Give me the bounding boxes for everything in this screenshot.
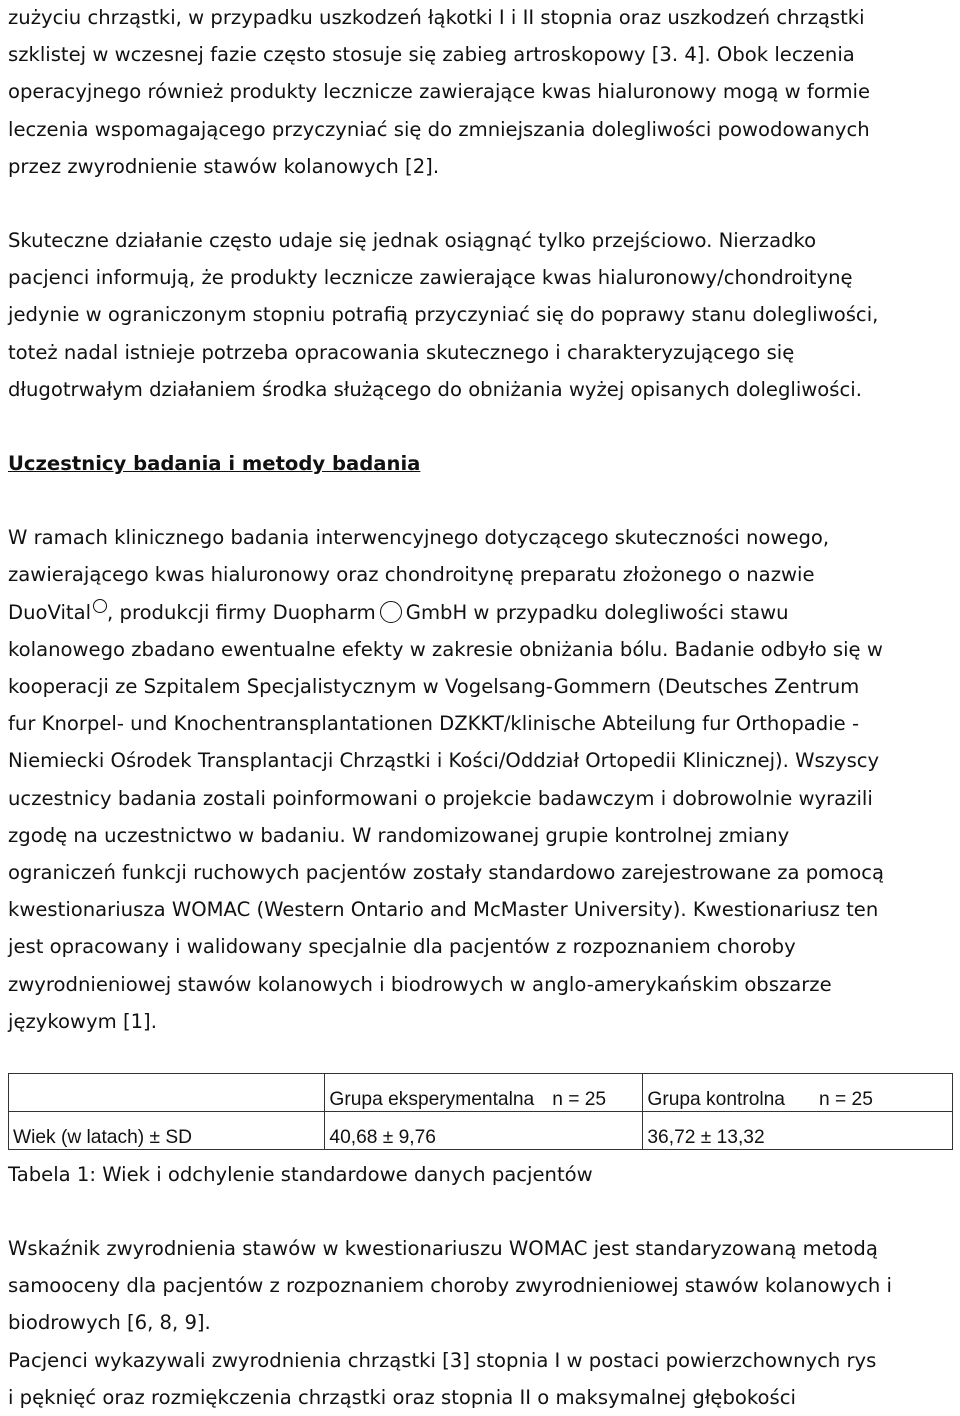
table-caption: Tabela 1: Wiek i odchylenie standardowe danych pacjentów — [8, 1163, 593, 1186]
text-line: i pęknięć oraz rozmiękczenia chrząstki oraz stopnia II o maksymalnej głębokości — [8, 1385, 796, 1409]
paragraph-gap — [8, 185, 953, 222]
text-line: przez zwyrodnienie stawów kolanowych [2]. — [8, 154, 440, 178]
text-line: Pacjenci wykazywali zwyrodnienia chrząstki [3] stopnia I w postaci powierzchownych rys — [8, 1348, 877, 1372]
text-line: fur Knorpel- und Knochentransplantationen DZKKT/klinische Abteilung fur Orthopadie - — [8, 712, 860, 736]
paragraph-gap — [8, 408, 953, 445]
paragraph-effectiveness — [8, 222, 953, 408]
text-line: zgodę na uczestnictwo w badaniu. W randomizowanej grupie kontrolnej zmiany — [8, 823, 790, 847]
product-name: DuoVital — [8, 600, 92, 624]
registered-mark-icon — [380, 601, 402, 623]
text-line: biodrowych [6, 8, 9]. — [8, 1311, 211, 1335]
document-page — [8, 0, 953, 1409]
group-label: Grupa kontrolna — [647, 1089, 785, 1110]
text-line: leczenia wspomagającego przyczyniać się do zmniejszania dolegliwości powodowanych — [8, 117, 870, 141]
text-line: samooceny dla pacjentów z rozpoznaniem choroby zwyrodnieniowej stawów kolanowych i — [8, 1274, 892, 1298]
text-line: kolanowego zbadano ewentualne efekty w zakresie obniżania bólu. Badanie odbyło się w — [8, 637, 883, 661]
group-count: n = 25 — [552, 1089, 607, 1110]
table-cell: Wiek (w latach) ± SD — [9, 1112, 325, 1150]
text-fragment: , produkcji firmy Duopharm — [107, 600, 376, 624]
paragraph-treatment — [8, 0, 953, 185]
text-line-with-marks — [8, 594, 953, 631]
text-fragment: GmbH w przypadku dolegliwości stawu — [405, 600, 789, 624]
paragraph-patients — [8, 1342, 953, 1416]
text-line: W ramach klinicznego badania interwencyjnego dotyczącego skuteczności nowego, — [8, 526, 830, 550]
paragraph-womac — [8, 1230, 953, 1342]
text-line: Skuteczne działanie często udaje się jednak osiągnąć tylko przejściowo. Nierzadko — [8, 229, 817, 253]
bottom-block — [8, 1230, 953, 1416]
text-line: szklistej w wczesnej fazie często stosuje się zabieg artroskopowy [3. 4]. Obok leczenia — [8, 43, 855, 67]
text-line: pacjenci informują, że produkty lecznicze zawierające kwas hialuronowy/chondroitynę — [8, 266, 853, 290]
text-line: jedynie w ograniczonym stopniu potrafią przyczyniać się do poprawy stanu dolegliwości, — [8, 303, 879, 327]
text-line: kwestionariusza WOMAC (Western Ontario and McMaster University). Kwestionariusz ten — [8, 898, 879, 922]
group-count: n = 25 — [818, 1089, 873, 1110]
table-header-cell — [643, 1074, 953, 1112]
table-row — [9, 1112, 953, 1150]
text-line: ograniczeń funkcji ruchowych pacjentów zostały standardowo zarejestrowane za pomocą — [8, 861, 885, 885]
text-line: Niemiecki Ośrodek Transplantacji Chrząstki i Kości/Oddział Ortopedii Klinicznej). Wszyscy — [8, 749, 880, 773]
text-line: uczestnicy badania zostali poinformowani o projekcie badawczym i dobrowolnie wyrazili — [8, 786, 873, 810]
text-line: zwyrodnieniowej stawów kolanowych i biodrowych w anglo-amerykańskim obszarze — [8, 972, 832, 996]
paragraph-methods — [8, 519, 953, 1040]
text-line: językowym [1]. — [8, 1009, 157, 1033]
text-line: długotrwałym działaniem środka służącego do obniżania wyżej opisanych dolegliwości. — [8, 377, 862, 401]
registered-mark-icon — [93, 599, 107, 613]
text-line: Wskaźnik zwyrodnienia stawów w kwestionariuszu WOMAC jest standaryzowaną metodą — [8, 1237, 878, 1260]
paragraph-gap — [8, 482, 953, 519]
table-cell: 36,72 ± 13,32 — [643, 1112, 953, 1150]
text-line: toteż nadal istnieje potrzeba opracowania skutecznego i charakteryzującego się — [8, 340, 795, 364]
section-heading: Uczestnicy badania i metody badania — [8, 452, 421, 476]
table-header-row — [9, 1074, 953, 1112]
text-line: jest opracowany i walidowany specjalnie dla pacjentów z rozpoznaniem choroby — [8, 935, 796, 959]
table-cell: 40,68 ± 9,76 — [325, 1112, 643, 1150]
table-header-cell — [9, 1074, 325, 1112]
text-line: operacyjnego również produkty lecznicze zawierające kwas hialuronowy mogą w formie — [8, 80, 871, 104]
text-line: zawierającego kwas hialuronowy oraz chondroitynę preparatu złożonego o nazwie — [8, 563, 815, 587]
text-line: zużyciu chrząstki, w przypadku uszkodzeń łąkotki I i II stopnia oraz uszkodzeń chrząstki — [8, 6, 865, 29]
table-header-cell — [325, 1074, 643, 1112]
text-line: kooperacji ze Szpitalem Specjalistycznym w Vogelsang-Gommern (Deutsches Zentrum — [8, 675, 860, 699]
patient-age-table — [8, 1073, 953, 1150]
group-label: Grupa eksperymentalna — [329, 1089, 535, 1110]
